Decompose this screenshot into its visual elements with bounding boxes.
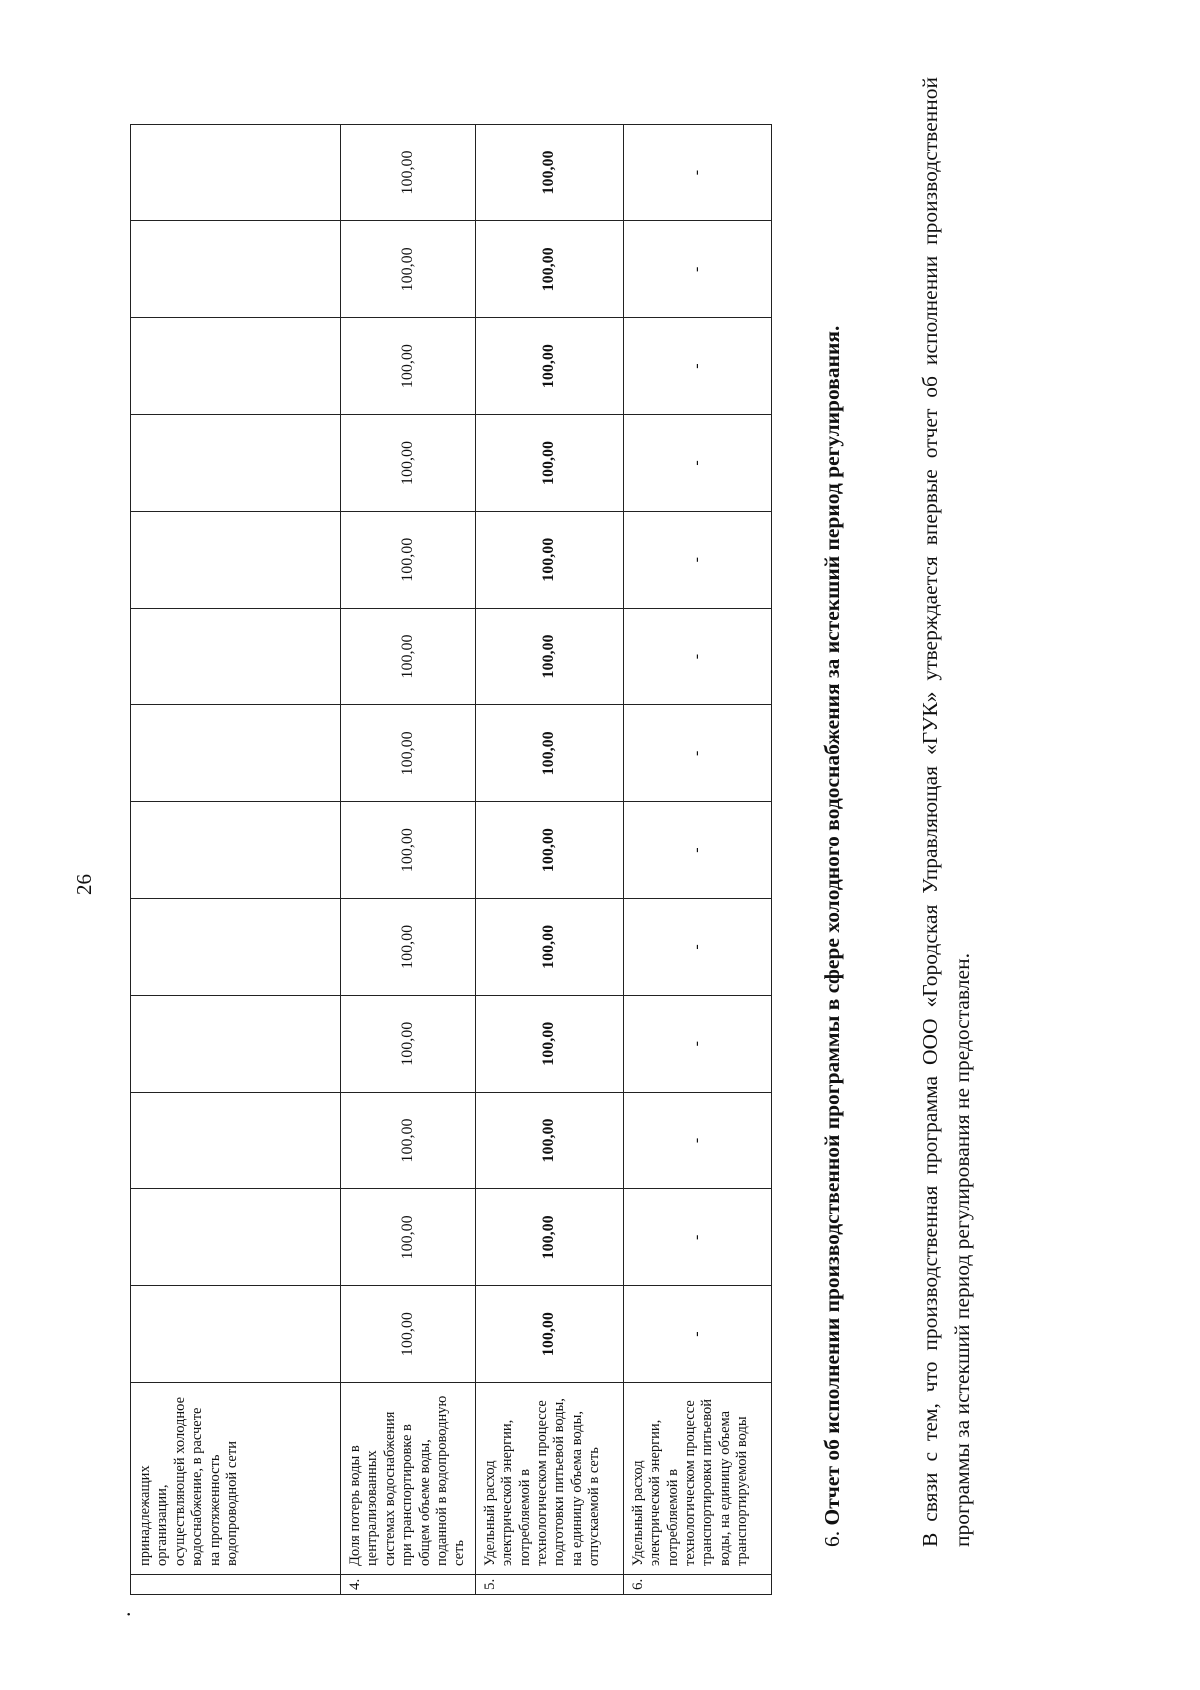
value-cell: 100,00 [341,221,476,318]
value-cell: 100,00 [475,415,623,512]
value-cell [131,124,341,221]
table-row [623,124,771,1594]
value-cell [131,318,341,415]
indicator-name-cell: Удельный расход электрической энергии, потребляемой в технологическом процессе подготовки питьевой воды, на единицу объема воды, отпускаемой в сеть [475,1383,623,1575]
value-cell: - [623,705,771,802]
value-cell [131,221,341,318]
value-cell: - [623,1092,771,1189]
page-number: 26 [72,874,96,895]
value-cell: 100,00 [475,1189,623,1286]
value-cell: - [623,608,771,705]
value-cell: 100,00 [341,995,476,1092]
value-cell: 100,00 [341,415,476,512]
row-number-cell: 6. [623,1575,771,1595]
indicators-table [130,124,772,1595]
indicator-name-cell: Доля потерь воды в централизованных системах водоснабжения при транспортировке в общем объеме воды, поданной в водопроводную сеть [341,1383,476,1575]
value-cell [131,1286,341,1383]
value-cell [131,1189,341,1286]
value-cell: 100,00 [341,124,476,221]
value-cell: 100,00 [475,899,623,996]
value-cell: 100,00 [341,899,476,996]
row-number-cell: 5. [475,1575,623,1595]
value-cell: 100,00 [475,1092,623,1189]
value-cell [131,705,341,802]
value-cell: 100,00 [341,608,476,705]
stray-mark: . [110,1611,135,1617]
value-cell [131,899,341,996]
indicator-name-cell: Удельный расход электрической энергии, потребляемой в технологическом процессе транспортировки питьевой воды, на единицу объема транспортируемой воды [623,1383,771,1575]
value-cell [131,802,341,899]
value-cell: 100,00 [475,318,623,415]
value-cell: - [623,1286,771,1383]
value-cell: - [623,221,771,318]
value-cell: - [623,899,771,996]
value-cell: - [623,318,771,415]
value-cell: 100,00 [475,221,623,318]
section-6-paragraph [816,77,848,1595]
row-number-cell: 4. [341,1575,476,1595]
value-cell: - [623,415,771,512]
value-cell: 100,00 [341,1092,476,1189]
rotated-document-page [72,77,1120,1617]
value-cell: - [623,1189,771,1286]
value-cell: 100,00 [475,1286,623,1383]
value-cell [131,511,341,608]
table-row [475,124,623,1594]
value-cell: 100,00 [341,511,476,608]
no-report-paragraph: В связи с тем, что производственная программа ООО «Городская Управляющая «ГУК» утверждается впервые отчет об исполнении производственной программы за истекший период регулирования не предоставлен. [918,77,974,1547]
indicators-table-body [131,124,772,1594]
value-cell: 100,00 [475,802,623,899]
value-cell: 100,00 [475,608,623,705]
indicator-name-cell: принадлежащих организации, осуществляющей холодное водоснабжение, в расчете на протяженность водопроводной сети [131,1383,341,1575]
value-cell: 100,00 [475,705,623,802]
value-cell: 100,00 [341,705,476,802]
value-cell: 100,00 [341,1286,476,1383]
value-cell [131,1092,341,1189]
section-6-heading-tail: регулирования. [820,325,844,478]
table-row [341,124,476,1594]
value-cell: 100,00 [475,124,623,221]
value-cell: 100,00 [341,318,476,415]
value-cell: - [623,124,771,221]
value-cell: 100,00 [475,995,623,1092]
table-row [131,124,341,1594]
section-6-heading: Отчет об исполнении производственной программы в сфере холодного водоснабжения за истекший период [820,483,844,1526]
row-number-cell [131,1575,341,1595]
value-cell [131,608,341,705]
value-cell: 100,00 [341,1189,476,1286]
value-cell [131,415,341,512]
value-cell: - [623,995,771,1092]
value-cell: 100,00 [475,511,623,608]
value-cell: 100,00 [341,802,476,899]
value-cell [131,995,341,1092]
section-6-number: 6. [820,1530,844,1547]
value-cell: - [623,511,771,608]
value-cell: - [623,802,771,899]
